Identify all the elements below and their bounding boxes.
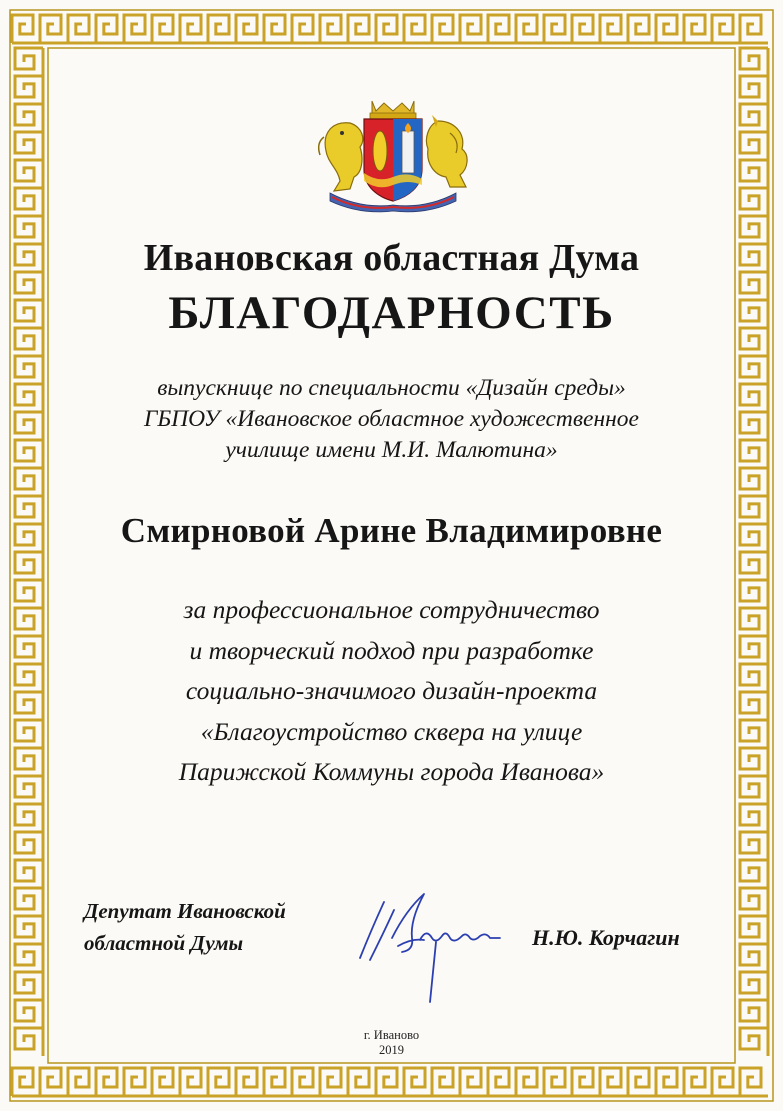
recipient-name: Смирновой Арине Владимировне: [120, 511, 663, 550]
meander-segment: [320, 1068, 348, 1096]
meander-segment: [15, 552, 43, 580]
meander-segment: [152, 1068, 180, 1096]
meander-segment: [12, 1068, 40, 1096]
meander-segment: [404, 1068, 432, 1096]
meander-segment: [544, 15, 572, 43]
meander-segment: [348, 15, 376, 43]
document-heading: БЛАГОДАРНОСТЬ: [168, 287, 615, 339]
meander-segment: [180, 15, 208, 43]
meander-segment: [740, 860, 768, 888]
meander-segment: [432, 1068, 460, 1096]
reason-line: и творческий подход при разработке: [189, 635, 594, 665]
meander-segment: [740, 552, 768, 580]
meander-segment: [656, 1068, 684, 1096]
meander-segment: [40, 1068, 68, 1096]
meander-segment: [292, 15, 320, 43]
meander-segment: [740, 944, 768, 972]
ivanovo-coat-of-arms-icon: [310, 93, 476, 213]
meander-segment: [740, 916, 768, 944]
meander-segment: [740, 468, 768, 496]
meander-segment: [488, 15, 516, 43]
meander-segment: [15, 832, 43, 860]
meander-segment: [740, 1068, 768, 1096]
meander-segment: [376, 1068, 404, 1096]
meander-segment: [740, 76, 768, 104]
meander-segment: [572, 15, 600, 43]
meander-segment: [460, 15, 488, 43]
meander-segment: [628, 15, 656, 43]
meander-segment: [404, 15, 432, 43]
meander-segment: [740, 15, 768, 43]
meander-segment: [15, 48, 43, 76]
meander-segment: [712, 15, 740, 43]
meander-segment: [740, 104, 768, 132]
meander-segment: [152, 15, 180, 43]
meander-segment: [740, 132, 768, 160]
meander-segment: [236, 1068, 264, 1096]
meander-segment: [96, 1068, 124, 1096]
signer-name: Н.Ю. Корчагин: [532, 925, 680, 950]
meander-segment: [15, 804, 43, 832]
meander-segment: [432, 15, 460, 43]
year: 2019: [379, 1043, 404, 1057]
meander-segment: [15, 104, 43, 132]
meander-segment: [292, 1068, 320, 1096]
meander-segment: [15, 188, 43, 216]
city: г. Иваново: [363, 1028, 420, 1042]
reason-line: социально-значимого дизайн-проекта: [185, 676, 598, 705]
meander-segment: [684, 15, 712, 43]
meander-segment: [124, 1068, 152, 1096]
meander-segment: [740, 804, 768, 832]
meander-segment: [320, 15, 348, 43]
meander-segment: [15, 76, 43, 104]
meander-segment: [15, 132, 43, 160]
reason-text: [0, 590, 783, 793]
recipient-line: училище имени М.И. Малютина»: [225, 437, 558, 463]
meander-segment: [208, 15, 236, 43]
organization-title: Ивановская областная Дума: [143, 237, 640, 279]
meander-segment: [544, 1068, 572, 1096]
meander-segment: [15, 888, 43, 916]
meander-segment: [208, 1068, 236, 1096]
meander-segment: [740, 188, 768, 216]
meander-segment: [600, 15, 628, 43]
meander-segment: [264, 15, 292, 43]
meander-segment: [740, 48, 768, 76]
meander-segment: [96, 15, 124, 43]
meander-segment: [656, 15, 684, 43]
meander-segment: [15, 972, 43, 1000]
meander-segment: [376, 15, 404, 43]
meander-segment: [124, 15, 152, 43]
reason-line: за профессиональное сотрудничество: [183, 595, 600, 624]
signer-title-line: областной Думы: [84, 931, 244, 955]
meander-segment: [600, 1068, 628, 1096]
meander-segment: [740, 1000, 768, 1028]
meander-segment: [684, 1068, 712, 1096]
meander-segment: [180, 1068, 208, 1096]
meander-segment: [15, 860, 43, 888]
signer-title: [84, 895, 286, 959]
meander-segment: [236, 15, 264, 43]
meander-segment: [488, 1068, 516, 1096]
recipient-line: ГБПОУ «Ивановское областное художественное: [143, 406, 639, 432]
meander-segment: [15, 916, 43, 944]
handwritten-signature-icon: [340, 880, 510, 1010]
meander-segment: [68, 1068, 96, 1096]
recipient-description: [0, 373, 783, 466]
meander-segment: [740, 972, 768, 1000]
meander-segment: [40, 15, 68, 43]
meander-segment: [572, 1068, 600, 1096]
reason-line: Парижской Коммуны города Иванова»: [178, 757, 605, 786]
meander-segment: [740, 160, 768, 188]
meander-segment: [740, 888, 768, 916]
meander-segment: [264, 1068, 292, 1096]
meander-segment: [15, 468, 43, 496]
meander-segment: [348, 1068, 376, 1096]
meander-segment: [712, 1068, 740, 1096]
reason-line: «Благоустройство сквера на улице: [200, 716, 583, 746]
meander-segment: [15, 944, 43, 972]
meander-segment: [15, 1000, 43, 1028]
meander-segment: [68, 15, 96, 43]
meander-segment: [516, 15, 544, 43]
meander-segment: [740, 832, 768, 860]
signer-title-line: Депутат Ивановской: [84, 899, 286, 923]
meander-segment: [12, 15, 40, 43]
recipient-line: выпускнице по специальности «Дизайн среды»: [157, 375, 626, 401]
meander-segment: [628, 1068, 656, 1096]
meander-segment: [15, 160, 43, 188]
meander-segment: [460, 1068, 488, 1096]
meander-segment: [516, 1068, 544, 1096]
place-and-year: [0, 1028, 783, 1058]
